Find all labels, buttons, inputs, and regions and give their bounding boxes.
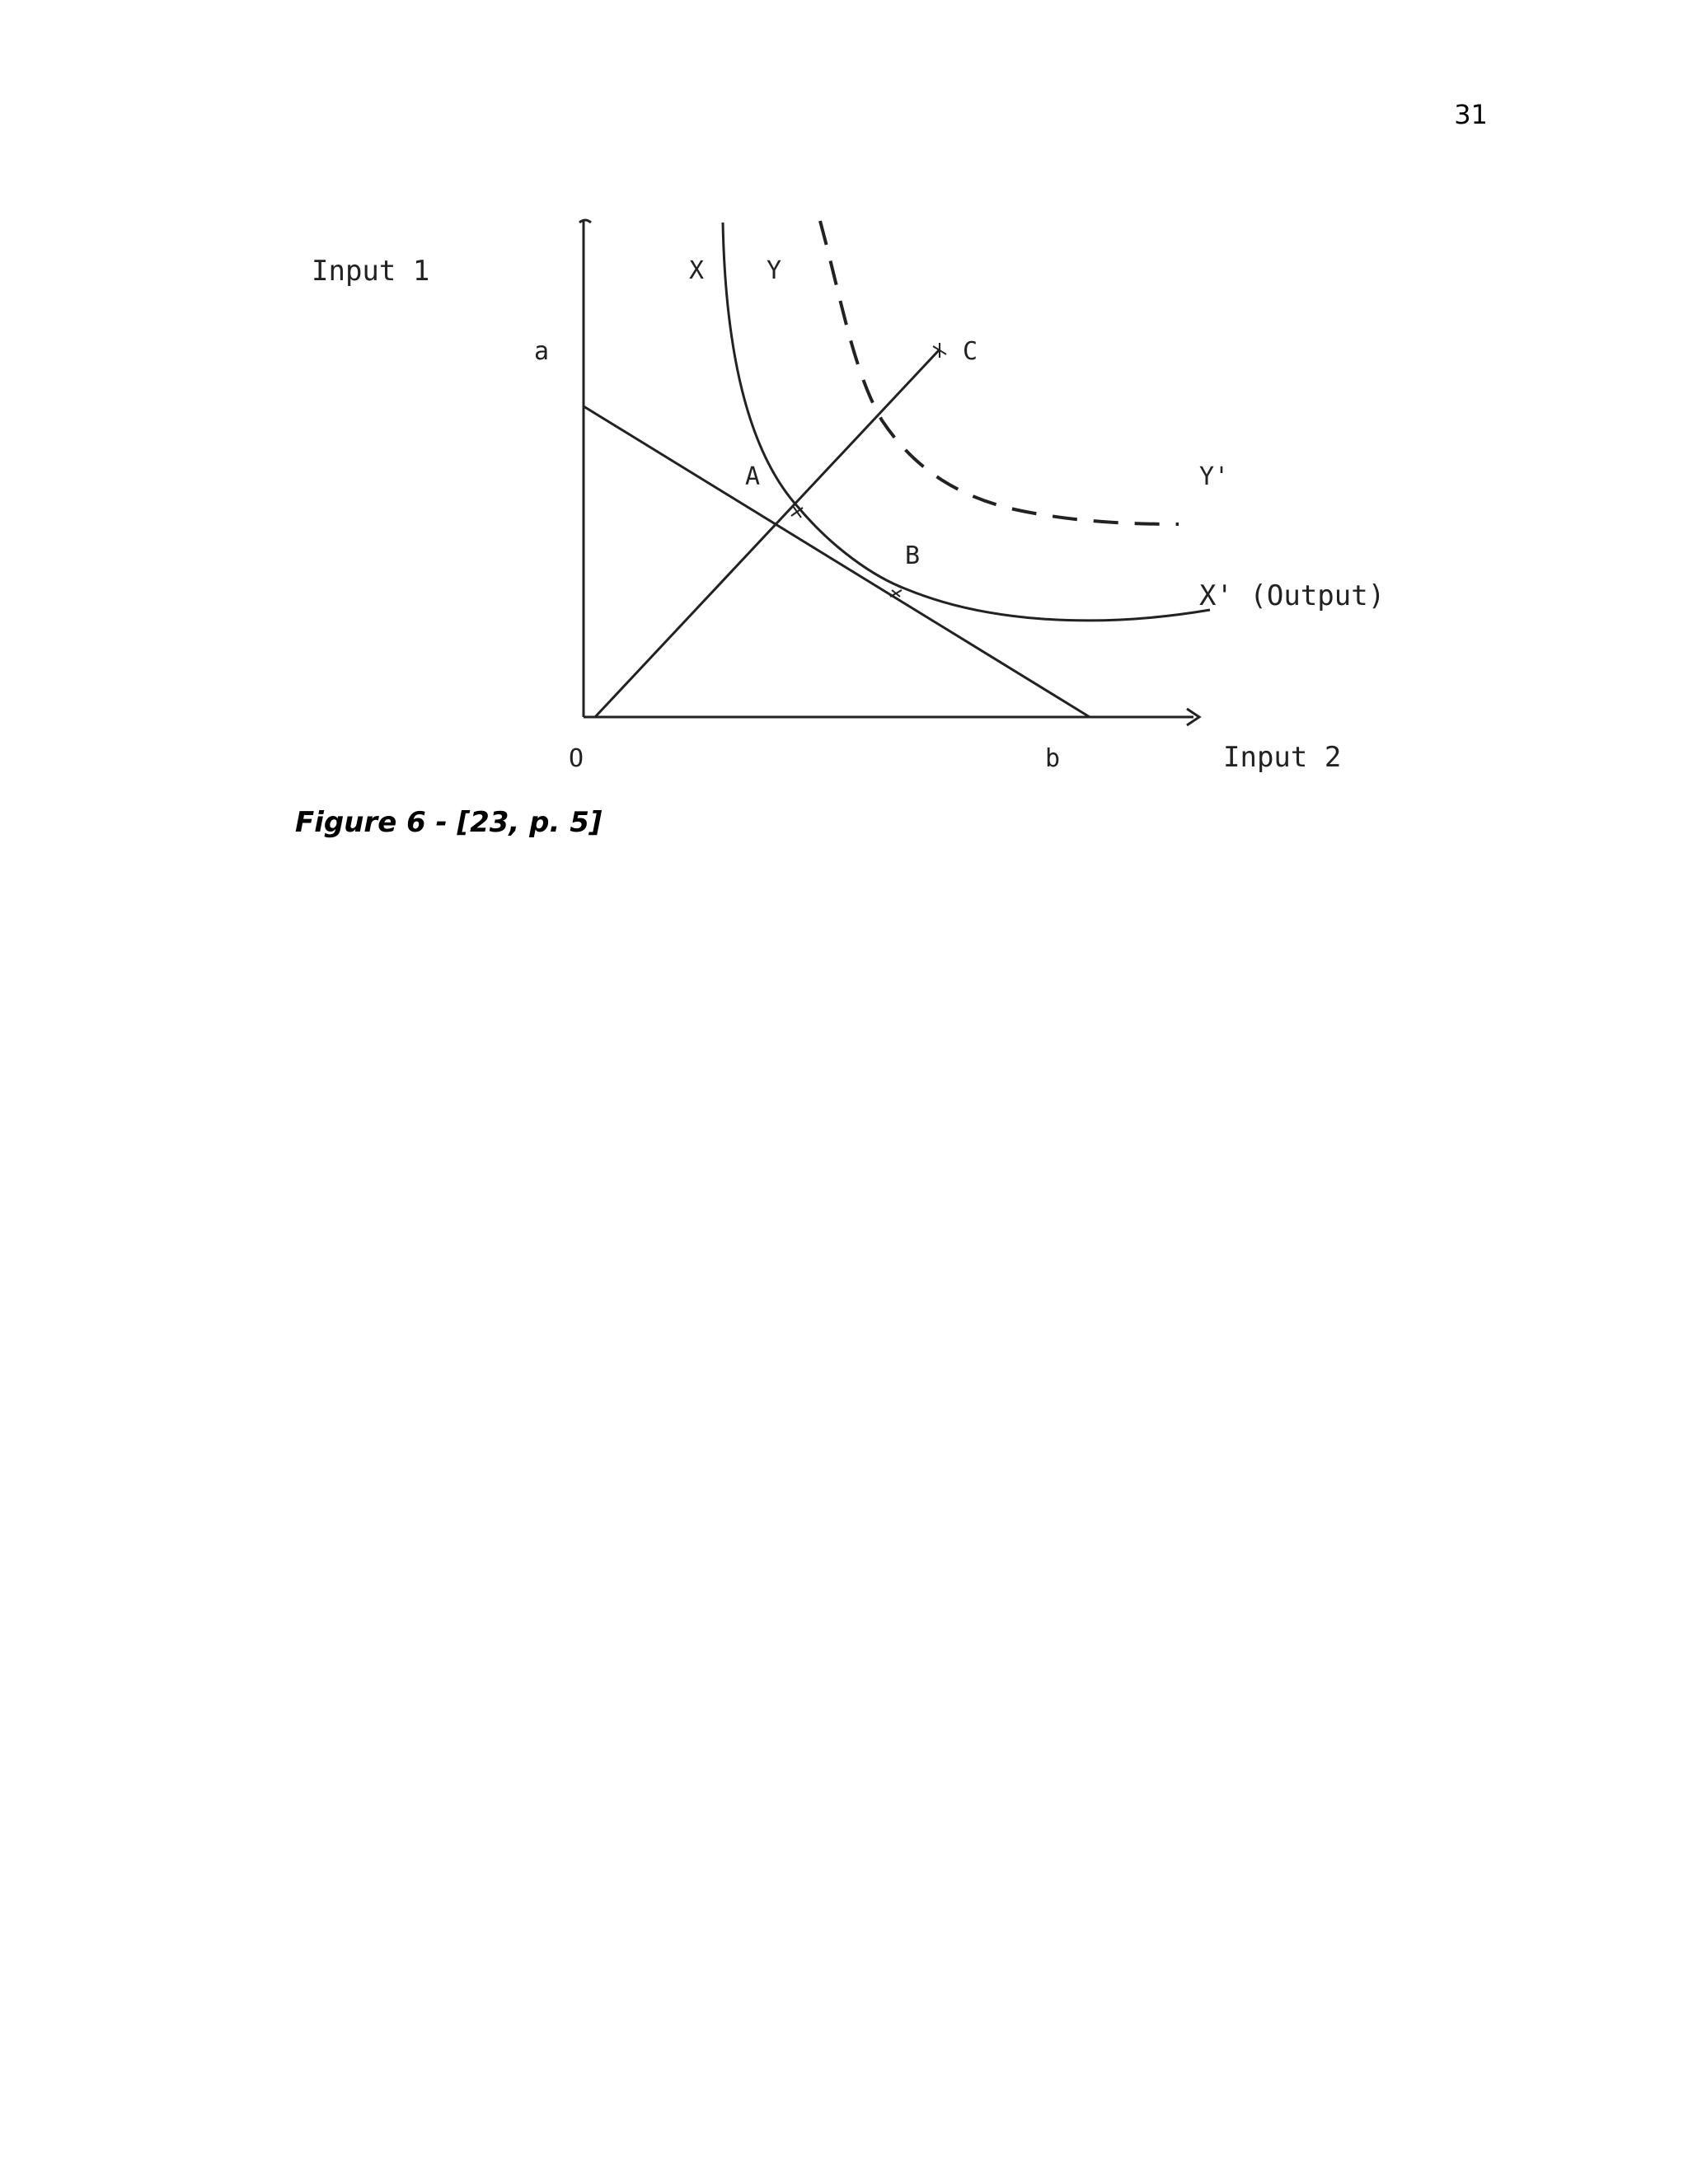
y-axis-label: Input 1 xyxy=(312,255,430,288)
point-b-label: B xyxy=(905,541,921,570)
page-number: 31 xyxy=(1454,99,1488,130)
figure-caption: Figure 6 - [23, p. 5] xyxy=(295,806,603,839)
x-curve-end-label: X' (Output) xyxy=(1199,579,1386,612)
isoquant-x-curve xyxy=(723,223,1210,621)
point-b-marker xyxy=(890,590,902,597)
origin-label: O xyxy=(569,744,584,773)
point-a-label: A xyxy=(745,462,761,491)
y-axis-top-mark xyxy=(579,220,591,223)
a-label: a xyxy=(534,337,550,366)
expansion-ray xyxy=(595,349,940,717)
y-curve-top-label: Y xyxy=(767,256,782,285)
b-label: b xyxy=(1045,744,1061,773)
x-curve-top-label: X xyxy=(689,256,705,285)
isocost-line xyxy=(584,406,1090,717)
y-curve-end-label: Y' xyxy=(1199,462,1230,491)
ray-end-label: C xyxy=(963,337,978,366)
isoquant-figure xyxy=(0,0,1688,824)
x-axis-label: Input 2 xyxy=(1223,741,1342,774)
isoquant-diagram xyxy=(0,0,1688,824)
isoquant-y-curve xyxy=(820,221,1179,524)
